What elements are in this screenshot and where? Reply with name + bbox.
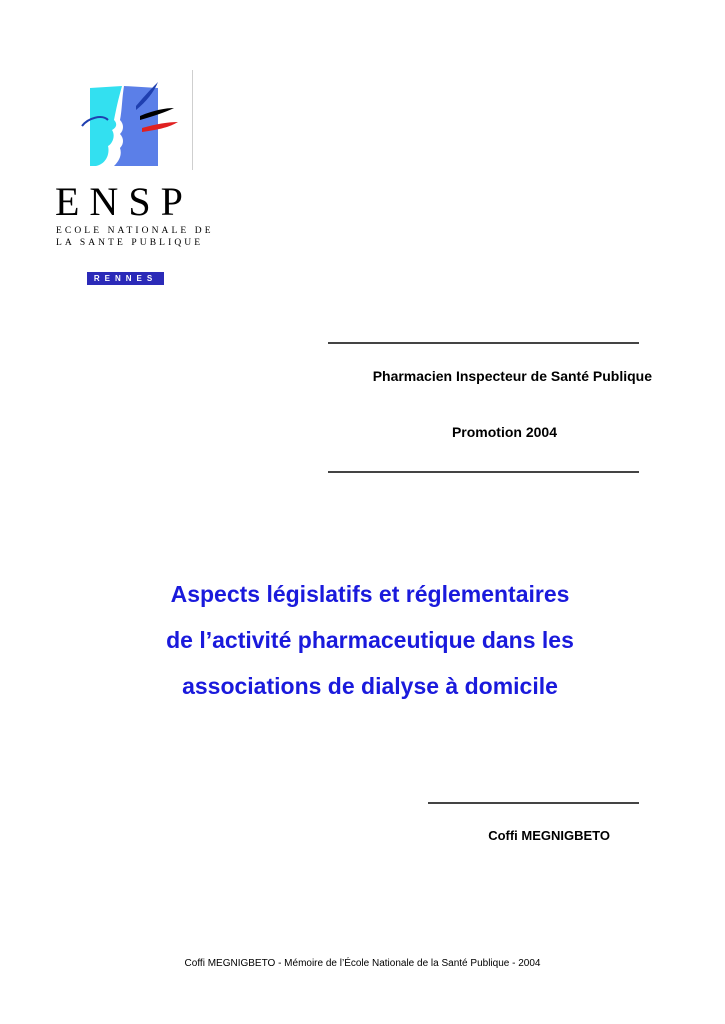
logo-subtitle-line2: LA SANTE PUBLIQUE [56,238,204,248]
title-line-2: de l’activité pharmaceutique dans les [166,627,574,653]
divider-middle [328,471,639,473]
document-title [60,571,680,709]
logo-face-cyan [90,86,122,166]
logo-acronym: ENSP [55,179,193,224]
ensp-logo-icon [78,80,183,172]
divider-author [428,802,639,804]
logo-city-badge: RENNES [87,272,164,285]
author-name: Coffi MEGNIGBETO [488,828,610,843]
promotion-year: Promotion 2004 [451,424,557,440]
divider-top [328,342,639,344]
logo-divider [192,70,193,170]
title-line-1: Aspects législatifs et réglementaires [170,581,570,607]
page-footer: Coffi MEGNIGBETO - Mémoire de l’École Nationale de la Santé Publique - 2004 [184,958,541,969]
program-name: Pharmacien Inspecteur de Santé Publique [372,368,652,384]
title-line-3: associations de dialyse à domicile [182,673,558,699]
logo-subtitle-line1: ECOLE NATIONALE DE [56,226,214,236]
